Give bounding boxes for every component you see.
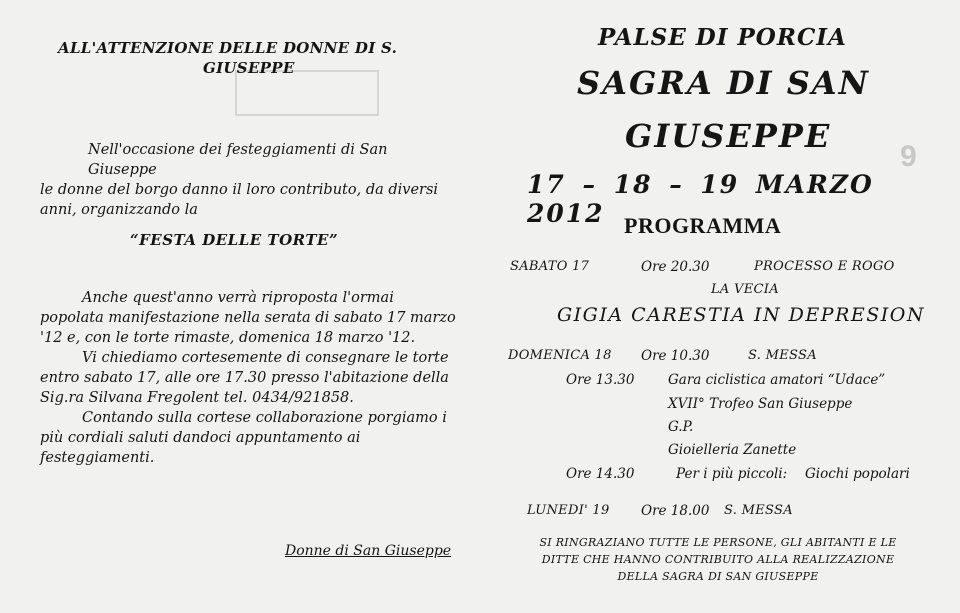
sabato-event: PROCESSO E ROGO (754, 259, 895, 274)
body-line: Contando sulla cortese collaborazione porgiamo i (82, 410, 447, 426)
thanks-line: SI RINGRAZIANO TUTTE LE PERSONE, GLI ABITANTI E LE (539, 536, 897, 549)
body-line: '12 e, con le torte rimaste, domenica 18 marzo '12. (40, 330, 416, 346)
event-title-line2: GIUSEPPE (625, 117, 832, 155)
thanks-line: DITTE CHE HANNO CONTRIBUITO ALLA REALIZZAZIONE (541, 553, 895, 566)
body-line: Sig.ra Silvana Fregolent tel. 0434/921858. (40, 390, 354, 406)
body-paragraph (40, 288, 465, 468)
dom2-line: Gioielleria Zanette (668, 442, 797, 458)
event-dates: 17 – 18 – 19 MARZO 2012 (527, 170, 874, 228)
sabato-time: Ore 20.30 (641, 259, 710, 275)
festa-title: “FESTA DELLE TORTE” (130, 231, 339, 249)
domenica-time: Ore 10.30 (641, 348, 710, 364)
body-line: entro sabato 17, alle ore 17.30 presso l'abitazione della (40, 370, 449, 386)
body-line: festeggiamenti. (40, 450, 155, 466)
programma-heading: PROGRAMMA (624, 213, 782, 238)
dom2-time: Ore 13.30 (566, 372, 635, 388)
lunedi-time: Ore 18.00 (641, 503, 710, 519)
dom2-line: Gara ciclistica amatori “Udace” (668, 372, 886, 388)
body-line: più cordiali saluti dandoci appuntamento ai (40, 430, 361, 446)
body-line: Vi chiediamo cortesemente di consegnare le torte (82, 350, 449, 366)
event-title-line1: SAGRA DI SAN (577, 64, 870, 102)
sabato-day: SABATO 17 (510, 259, 590, 274)
sabato-event-cont: LA VECIA (711, 282, 779, 297)
dom3-event-b: Giochi popolari (805, 466, 910, 482)
intro-paragraph (40, 140, 460, 220)
attention-heading (58, 38, 448, 78)
intro-line: Nell'occasione dei festeggiamenti di San Giuseppe (88, 142, 388, 178)
intro-line: anni, organizzando la (40, 202, 198, 218)
signature: Donne di San Giuseppe (285, 543, 452, 559)
body-line: Anche quest'anno verrà riproposta l'ormai (82, 290, 394, 306)
dom3-event-a: Per i più piccoli: (676, 466, 788, 482)
dom3-time: Ore 14.30 (566, 466, 635, 482)
attention-heading-line1: ALL'ATTENZIONE DELLE DONNE DI S. (58, 39, 398, 57)
lunedi-day: LUNEDI' 19 (527, 503, 610, 518)
body-line: popolata manifestazione nella serata di sabato 17 marzo (40, 310, 456, 326)
domenica-event: S. MESSA (748, 348, 817, 363)
attention-heading-line2: GIUSEPPE (203, 59, 295, 77)
dom2-line: G.P. (668, 419, 694, 435)
domenica-day: DOMENICA 18 (508, 348, 612, 363)
dom2-line: XVII° Trofeo San Giuseppe (668, 396, 853, 412)
bleed-through-mark: 9 (900, 140, 917, 173)
thanks-line: DELLA SAGRA DI SAN GIUSEPPE (617, 570, 819, 583)
lunedi-event: S. MESSA (724, 503, 793, 518)
sabato-main-event: GIGIA CARESTIA IN DEPRESION (557, 304, 925, 326)
intro-line: le donne del borgo danno il loro contributo, da diversi (40, 182, 439, 198)
place-title: PALSE DI PORCIA (598, 24, 847, 51)
